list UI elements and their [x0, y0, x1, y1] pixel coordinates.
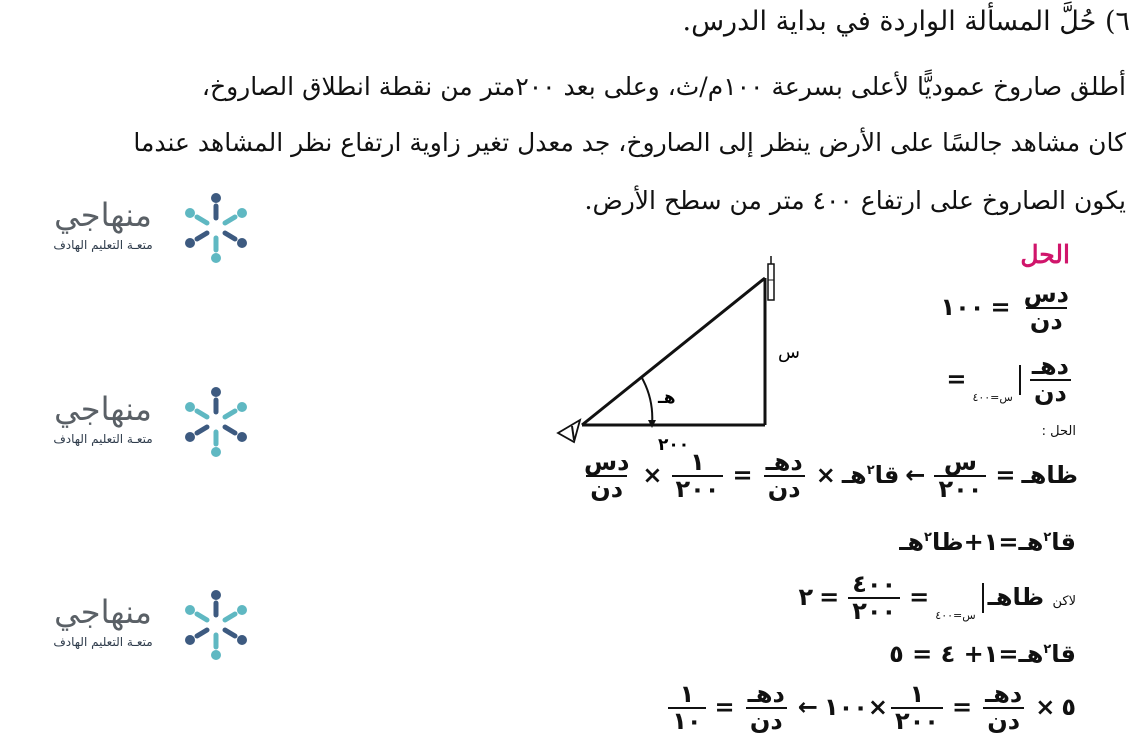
minhaji-logo: [38, 382, 263, 462]
observer-eye-icon: [558, 420, 580, 442]
problem-line-1: أطلق صاروخ عموديًّا لأعلى بسرعة ١٠٠م/ث، وعلى بعد ٢٠٠متر من نقطة انطلاق الصاروخ،: [201, 72, 1126, 101]
logo-tagline: متعـة التعليم الهادف: [53, 432, 153, 446]
problem-line-3: يكون الصاروخ على ارتفاع ٤٠٠ متر من سطح الأرض.: [584, 186, 1126, 215]
problem-line-2: كان مشاهد جالسًا على الأرض ينظر إلى الصاروخ، جد معدل تغير زاوية ارتفاع نظر المشاهد عندما: [133, 128, 1126, 157]
rocket-triangle-diagram: [550, 250, 830, 460]
solution-heading: الحل: [1020, 240, 1070, 269]
base-label: ٢٠٠: [658, 435, 690, 455]
flower-logo-icon: [176, 188, 256, 268]
minhaji-logo: [38, 188, 263, 268]
rocket-icon: [768, 256, 774, 300]
given-rate: $\frac{\text{دس}}{\text{دن}}$ =١٠٠: [941, 282, 1077, 334]
trig-identity: قا$^٢$هـ=١+ظا$^٢$هـ: [899, 528, 1076, 556]
logo-name: منهاجي: [54, 196, 152, 234]
logo-tagline: متعـة التعليم الهادف: [53, 238, 153, 252]
problem-title: ٦) حُلَّ المسألة الواردة في بداية الدرس.: [682, 6, 1130, 37]
step-differentiate: ظاهـ= $\frac{\text{س}}{٢٠٠}$ ←قا$^٢$هـ× $\frac{\text{دهـ}}{\text{دن}}$ = $\frac{١}{٢٠٠}$ × $\frac{\text{دس}}{\text{دن}}$: [583, 448, 1078, 504]
asked-fraction: $\frac{\text{دهـ}}{\text{دن}}$: [1031, 352, 1069, 408]
angle-arc: [642, 378, 652, 425]
flower-logo-icon: [176, 382, 256, 462]
minhaji-logo: [38, 585, 263, 665]
flower-logo-icon: [176, 585, 256, 665]
tan-evaluation: لاكن ظاهـ$_{س=٤٠٠}$= $\frac{٤٠٠}{٢٠٠}$ =٢: [798, 570, 1076, 626]
side-label: س: [778, 342, 800, 363]
final-answer: ٥× $\frac{\text{دهـ}}{\text{دن}}$ = $\frac{١}{٢٠٠}$ ×١٠٠← $\frac{\text{دهـ}}{\text{دن}}$ = $\frac{١}{١٠}$: [665, 682, 1076, 734]
sec-evaluation: قا$^٢$هـ=١+ ٤ = ٥: [889, 640, 1076, 668]
logo-name: منهاجي: [54, 390, 152, 428]
asked-rate: $\frac{\text{دهـ}}{\text{دن}}$ $_{س=٤٠٠}$=: [940, 354, 1076, 406]
logo-tagline: متعـة التعليم الهادف: [53, 635, 153, 649]
angle-label: هـ: [658, 388, 676, 408]
solution-label: الحل :: [1041, 424, 1076, 439]
logo-name: منهاجي: [54, 593, 152, 631]
rate-fraction: $\frac{\text{دس}}{\text{دن}}$: [1023, 280, 1069, 336]
